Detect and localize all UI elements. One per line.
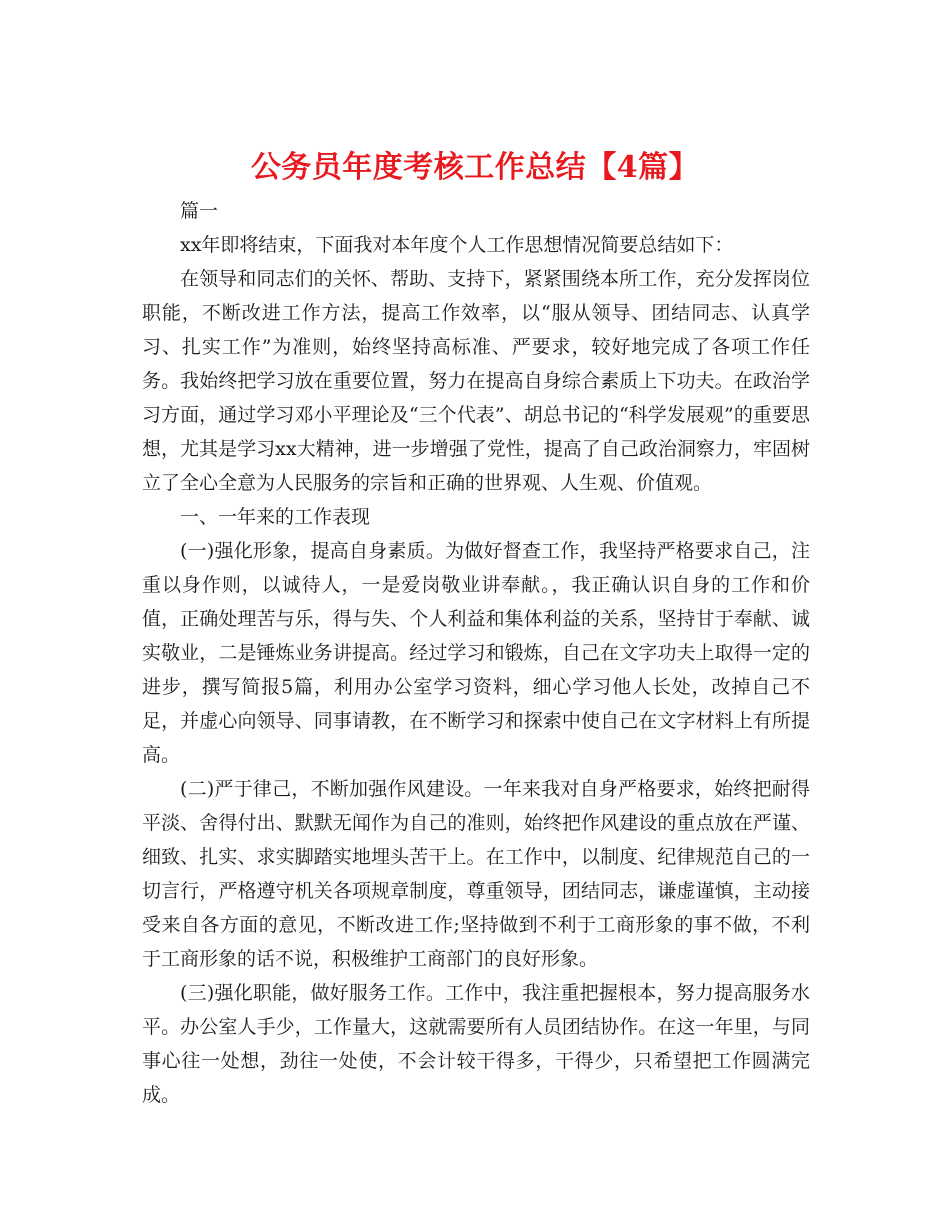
section-heading-pian-yi: 篇一	[180, 200, 219, 222]
paragraph-item-2: (二)严于律己，不断加强作风建设。一年来我对自身严格要求，始终把耐得平淡、舍得付出、默默无闻作为自己的准则，始终把作风建设的重点放在严谨、细致、扎实、求实脚踏实地埋头苦干上。在工作中，以制度、纪律规范自己的一切言行，严格遵守机关各项规章制度，尊重领导，团结同志，谦虚谨慎，主动接受来自各方面的意见，不断改进工作;坚持做到不利于工商形象的事不做，不利于工商形象的话不说，积极维护工商部门的良好形象。	[142, 778, 810, 970]
summary-paragraph: 在领导和同志们的关怀、帮助、支持下，紧紧围绕本所工作，充分发挥岗位职能，不断改进工作方法，提高工作效率，以“服从领导、团结同志、认真学习、扎实工作”为准则，始终坚持高标准、严要求，较好地完成了各项工作任务。我始终把学习放在重要位置，努力在提高自身综合素质上下功夫。在政治学习方面，通过学习邓小平理论及“三个代表”、胡总书记的“科学发展观”的重要思想，尤其是学习xx大精神，进一步增强了党性，提高了自己政治洞察力，牢固树立了全心全意为人民服务的宗旨和正确的世界观、人生观、价值观。	[142, 268, 810, 494]
section-heading-work-performance: 一、一年来的工作表现	[180, 506, 371, 528]
document-title: 公务员年度考核工作总结【4篇】	[250, 150, 700, 186]
paragraph-item-3: (三)强化职能，做好服务工作。工作中，我注重把握根本，努力提高服务水平。办公室人手少，工作量大，这就需要所有人员团结协作。在这一年里，与同事心往一处想，劲往一处使，不会计较干得多，干得少，只希望把工作圆满完成。	[142, 982, 810, 1106]
paragraph-item-1: (一)强化形象，提高自身素质。为做好督查工作，我坚持严格要求自己，注重以身作则，以诚待人，一是爱岗敬业讲奉献。，我正确认识自身的工作和价值，正确处理苦与乐，得与失、个人利益和集体利益的关系，坚持甘于奉献、诚实敬业，二是锤炼业务讲提高。经过学习和锻炼，自己在文字功夫上取得一定的进步，撰写简报5篇，利用办公室学习资料，细心学习他人长处，改掉自己不足，并虚心向领导、同事请教，在不断学习和探索中使自己在文字材料上有所提高。	[142, 540, 810, 766]
intro-paragraph: xx年即将结束，下面我对本年度个人工作思想情况简要总结如下：	[180, 234, 734, 256]
document-body	[142, 194, 810, 1112]
